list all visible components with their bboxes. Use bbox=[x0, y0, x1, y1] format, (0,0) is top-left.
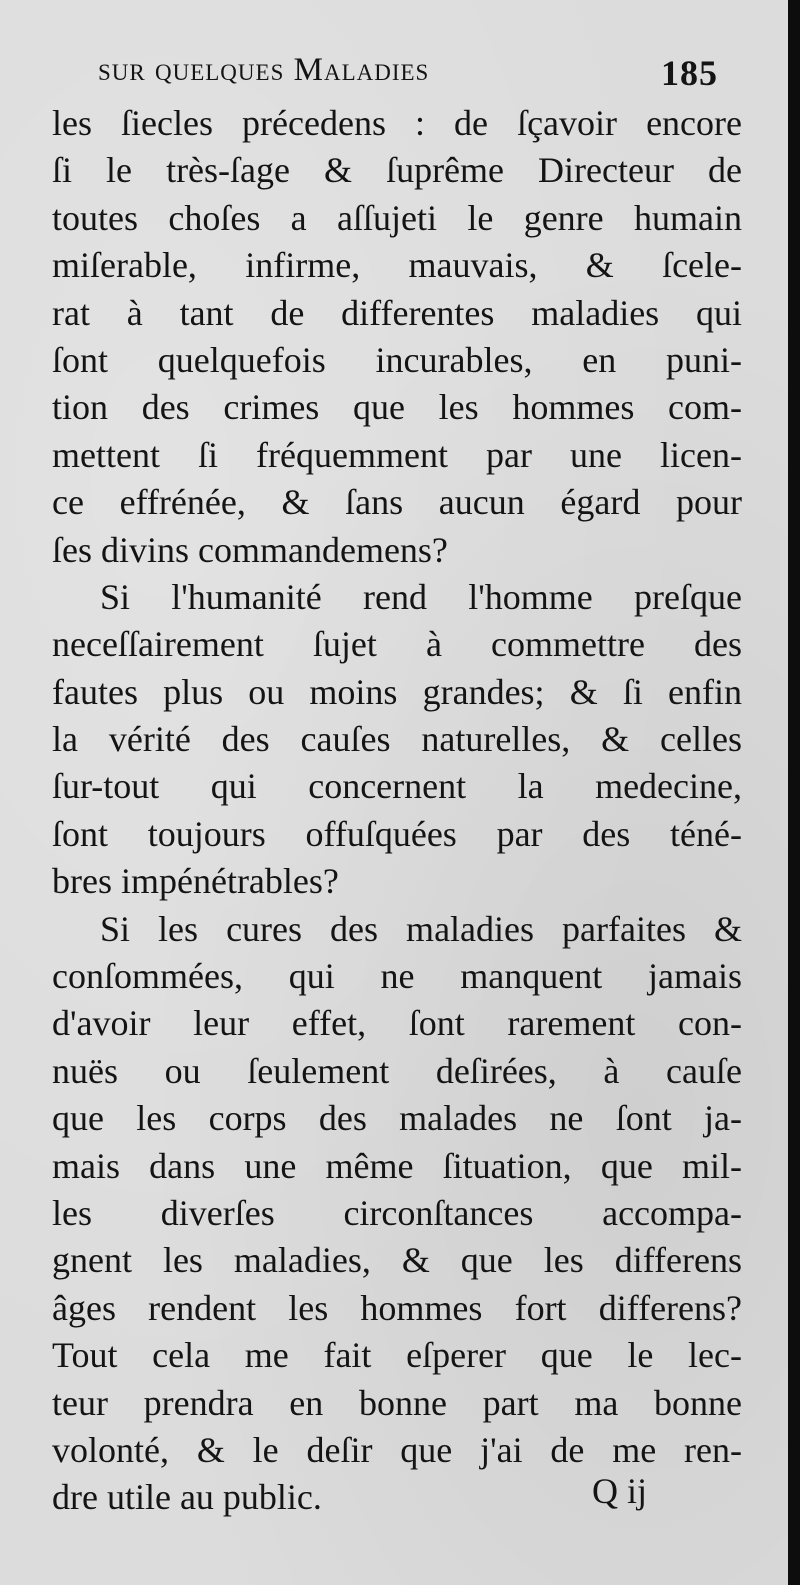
body-text bbox=[52, 100, 742, 1522]
running-header bbox=[98, 52, 718, 102]
page-number: 185 bbox=[661, 53, 718, 93]
text-line: ſont quelquefois incurables, en puni- bbox=[52, 339, 742, 380]
text-line: neceſſairement ſujet à commettre des bbox=[52, 624, 742, 665]
text-line: fautes plus ou moins grandes; & ſi enfin bbox=[52, 671, 742, 712]
text-line: ſi le très-ſage & ſuprême Directeur de bbox=[52, 150, 742, 191]
text-line: mais dans une même ſituation, que mil- bbox=[52, 1145, 742, 1186]
text-line: les diverſes circonſtances accompa- bbox=[52, 1192, 742, 1233]
text-line: la vérité des cauſes naturelles, & celles bbox=[52, 719, 742, 760]
text-line: nuës ou ſeulement deſirées, à cauſe bbox=[52, 1050, 742, 1091]
text-line: ce effrénée, & ſans aucun égard pour bbox=[52, 482, 742, 523]
running-title: sur quelques Maladies bbox=[98, 52, 430, 88]
signature-mark: Q ij bbox=[592, 1471, 648, 1511]
text-line: dre utile au public. bbox=[52, 1477, 322, 1518]
text-line: Si les cures des maladies parfaites & bbox=[100, 908, 742, 949]
text-line: teur prendra en bonne part ma bonne bbox=[52, 1382, 742, 1423]
text-line: que les corps des malades ne ſont ja- bbox=[52, 1098, 742, 1139]
text-line: les ſiecles précedens : de ſçavoir encore bbox=[52, 103, 742, 143]
text-line: tion des crimes que les hommes com- bbox=[52, 387, 742, 428]
text-line: ſur-tout qui concernent la medecine, bbox=[52, 766, 742, 807]
text-line: ſont toujours offuſquées par des téné- bbox=[52, 813, 742, 854]
paragraph-3 bbox=[52, 906, 742, 1522]
text-line: miſerable, infirme, mauvais, & ſcele- bbox=[52, 245, 742, 286]
text-line: mettent ſi fréquemment par une licen- bbox=[52, 434, 742, 475]
text-line: Tout cela me fait eſperer que le lec- bbox=[52, 1335, 742, 1376]
text-line: bres impénétrables? bbox=[52, 861, 339, 902]
text-line: rat à tant de differentes maladies qui bbox=[52, 292, 742, 333]
text-line: Si l'humanité rend l'homme preſque bbox=[100, 576, 742, 617]
paragraph-2 bbox=[52, 574, 742, 906]
paragraph-1 bbox=[52, 100, 742, 574]
text-line: gnent les maladies, & que les differens bbox=[52, 1240, 742, 1281]
text-line: conſommées, qui ne manquent jamais bbox=[52, 956, 742, 997]
text-line: âges rendent les hommes fort differens? bbox=[52, 1287, 742, 1328]
text-line: ſes divins commandemens? bbox=[52, 529, 448, 570]
text-line: d'avoir leur effet, ſont rarement con- bbox=[52, 1003, 742, 1044]
text-line: toutes choſes a aſſujeti le genre humain bbox=[52, 197, 742, 238]
text-line: volonté, & le deſir que j'ai de me ren- bbox=[52, 1429, 742, 1470]
page-edge-shadow bbox=[788, 0, 800, 1585]
